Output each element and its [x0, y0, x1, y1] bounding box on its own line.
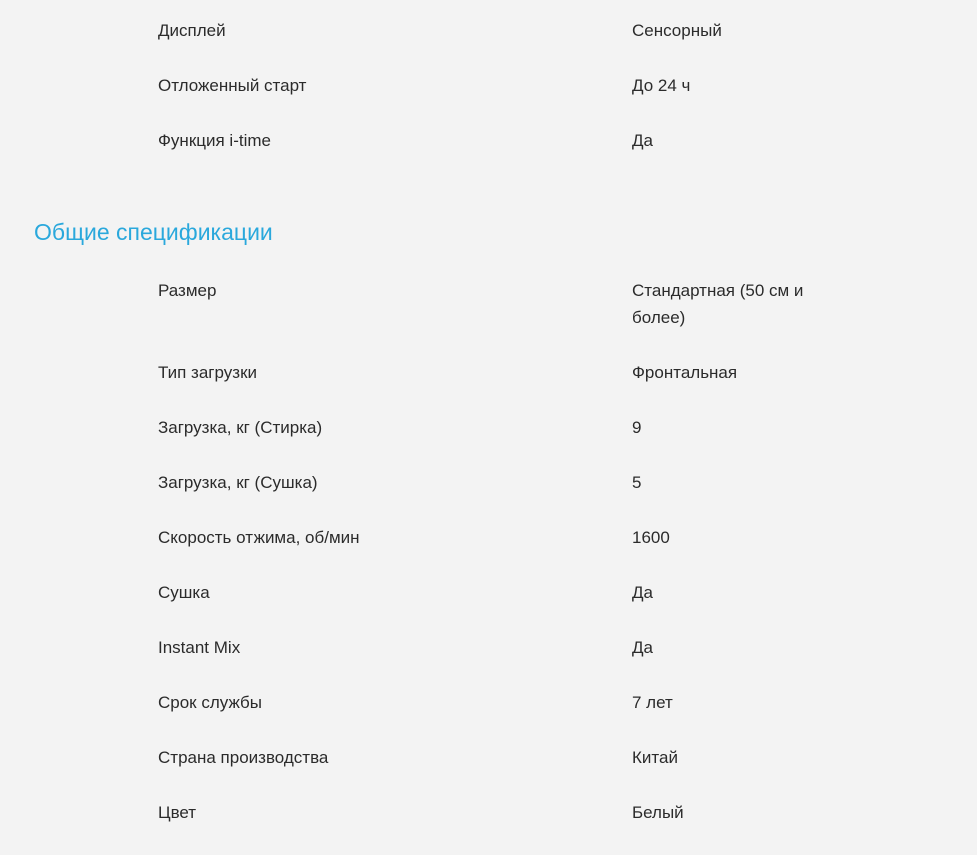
spec-row: [0, 17, 977, 72]
spec-row: [0, 277, 977, 359]
spec-label: Срок службы: [158, 693, 262, 712]
spec-row: [0, 414, 977, 469]
spec-row: [0, 689, 977, 744]
spec-value: 9: [632, 418, 642, 437]
spec-row: [0, 799, 977, 854]
spec-list-general: [0, 247, 977, 854]
spec-list-top: [0, 0, 977, 182]
spec-row: [0, 72, 977, 127]
spec-value: Да: [632, 583, 653, 602]
spec-value: Да: [632, 131, 653, 150]
spec-row: [0, 579, 977, 634]
spec-label: Дисплей: [158, 21, 226, 40]
section-title-general: Общие спецификации: [34, 219, 273, 245]
spec-label: Функция i-time: [158, 131, 271, 150]
spec-value: 7 лет: [632, 693, 673, 712]
spec-label: Скорость отжима, об/мин: [158, 528, 360, 547]
spec-label: Загрузка, кг (Сушка): [158, 473, 318, 492]
spec-value: Фронтальная: [632, 363, 738, 382]
spec-label: Загрузка, кг (Стирка): [158, 418, 323, 437]
spec-value: Белый: [632, 803, 684, 822]
spec-label: Цвет: [158, 803, 197, 822]
spec-label: Тип загрузки: [158, 363, 258, 382]
spec-row: [0, 359, 977, 414]
spec-label: Размер: [158, 281, 217, 300]
spec-label: Страна производства: [158, 748, 329, 767]
spec-value: 1600: [632, 528, 670, 547]
spec-value: Стандартная (50 см и более): [632, 281, 804, 327]
spec-value: Китай: [632, 748, 678, 767]
spec-value: Да: [632, 638, 653, 657]
spec-label: Сушка: [158, 583, 210, 602]
spec-row: [0, 744, 977, 799]
spec-row: [0, 127, 977, 182]
spec-row: [0, 634, 977, 689]
spec-value: Сенсорный: [632, 21, 722, 40]
spec-label: Instant Mix: [158, 638, 241, 657]
spec-value: 5: [632, 473, 642, 492]
spec-row: [0, 469, 977, 524]
spec-label: Отложенный старт: [158, 76, 307, 95]
spec-row: [0, 524, 977, 579]
spec-value: До 24 ч: [632, 76, 691, 95]
